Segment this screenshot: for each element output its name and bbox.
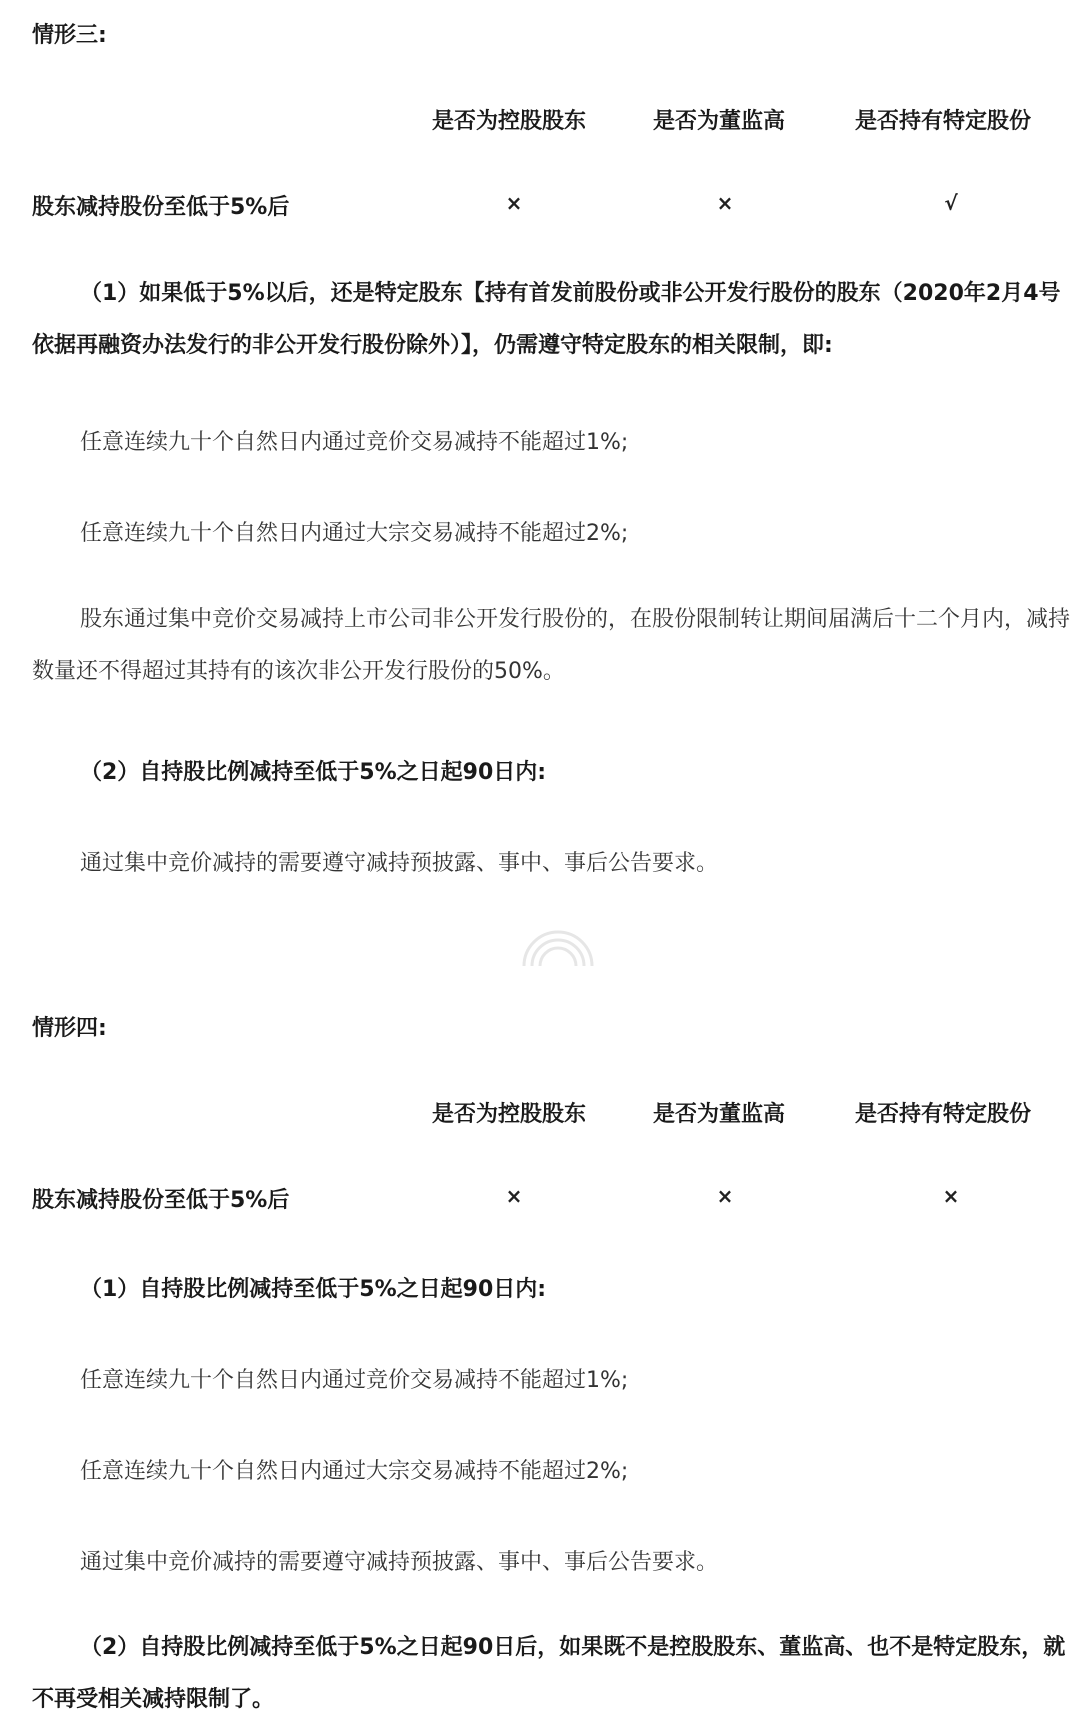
case3-mark-director: ×: [716, 191, 734, 215]
case4-mark-controlling: ×: [505, 1184, 523, 1208]
case3-mark-specific: √: [944, 191, 958, 215]
case3-col-controlling-shareholder: 是否为控股股东: [432, 109, 587, 134]
case4-rule-1: 任意连续九十个自然日内通过竞价交易减持不能超过1%;: [80, 1368, 629, 1393]
case4-paragraph-1: （1）自持股比例减持至低于5%之日起90日内:: [80, 1277, 547, 1302]
rainbow-arcs-icon: [520, 920, 596, 966]
case3-rule-1: 任意连续九十个自然日内通过竞价交易减持不能超过1%;: [80, 430, 629, 455]
case4-mark-director: ×: [716, 1184, 734, 1208]
case3-rule-4: 通过集中竞价减持的需要遵守减持预披露、事中、事后公告要求。: [80, 851, 719, 876]
case4-col-specific-shares: 是否持有特定股份: [855, 1102, 1032, 1127]
case3-paragraph-1: （1）如果低于5%以后，还是特定股东【持有首发前股份或非公开发行股份的股东（2020年2月4号依据再融资办法发行的非公开发行股份除外）】，仍需遵守特定股东的相关限制，即:: [32, 281, 1061, 358]
case4-col-controlling-shareholder: 是否为控股股东: [432, 1102, 587, 1127]
case3-col-specific-shares: 是否持有特定股份: [855, 109, 1032, 134]
case4-paragraph-2: （2）自持股比例减持至低于5%之日起90日后，如果既不是控股股东、董监高、也不是特定股东，就不再受相关减持限制了。: [32, 1635, 1066, 1712]
case3-rule-2: 任意连续九十个自然日内通过大宗交易减持不能超过2%;: [80, 521, 629, 546]
case4-rule-2: 任意连续九十个自然日内通过大宗交易减持不能超过2%;: [80, 1459, 629, 1484]
case4-col-director-supervisor: 是否为董监高: [653, 1102, 786, 1127]
case4-heading: 情形四:: [32, 1016, 107, 1041]
case3-mark-controlling: ×: [505, 191, 523, 215]
case3-col-director-supervisor: 是否为董监高: [653, 109, 786, 134]
case3-paragraph-2: （2）自持股比例减持至低于5%之日起90日内:: [80, 760, 547, 785]
case3-row-label: 股东减持股份至低于5%后: [32, 195, 290, 220]
case4-row-label: 股东减持股份至低于5%后: [32, 1188, 290, 1213]
case3-heading: 情形三:: [32, 23, 107, 48]
case4-rule-3: 通过集中竞价减持的需要遵守减持预披露、事中、事后公告要求。: [80, 1550, 719, 1575]
case3-rule-3: 股东通过集中竞价交易减持上市公司非公开发行股份的，在股份限制转让期间届满后十二个月内，减持数量还不得超过其持有的该次非公开发行股份的50%。: [32, 607, 1071, 684]
case4-mark-specific: ×: [942, 1184, 960, 1208]
